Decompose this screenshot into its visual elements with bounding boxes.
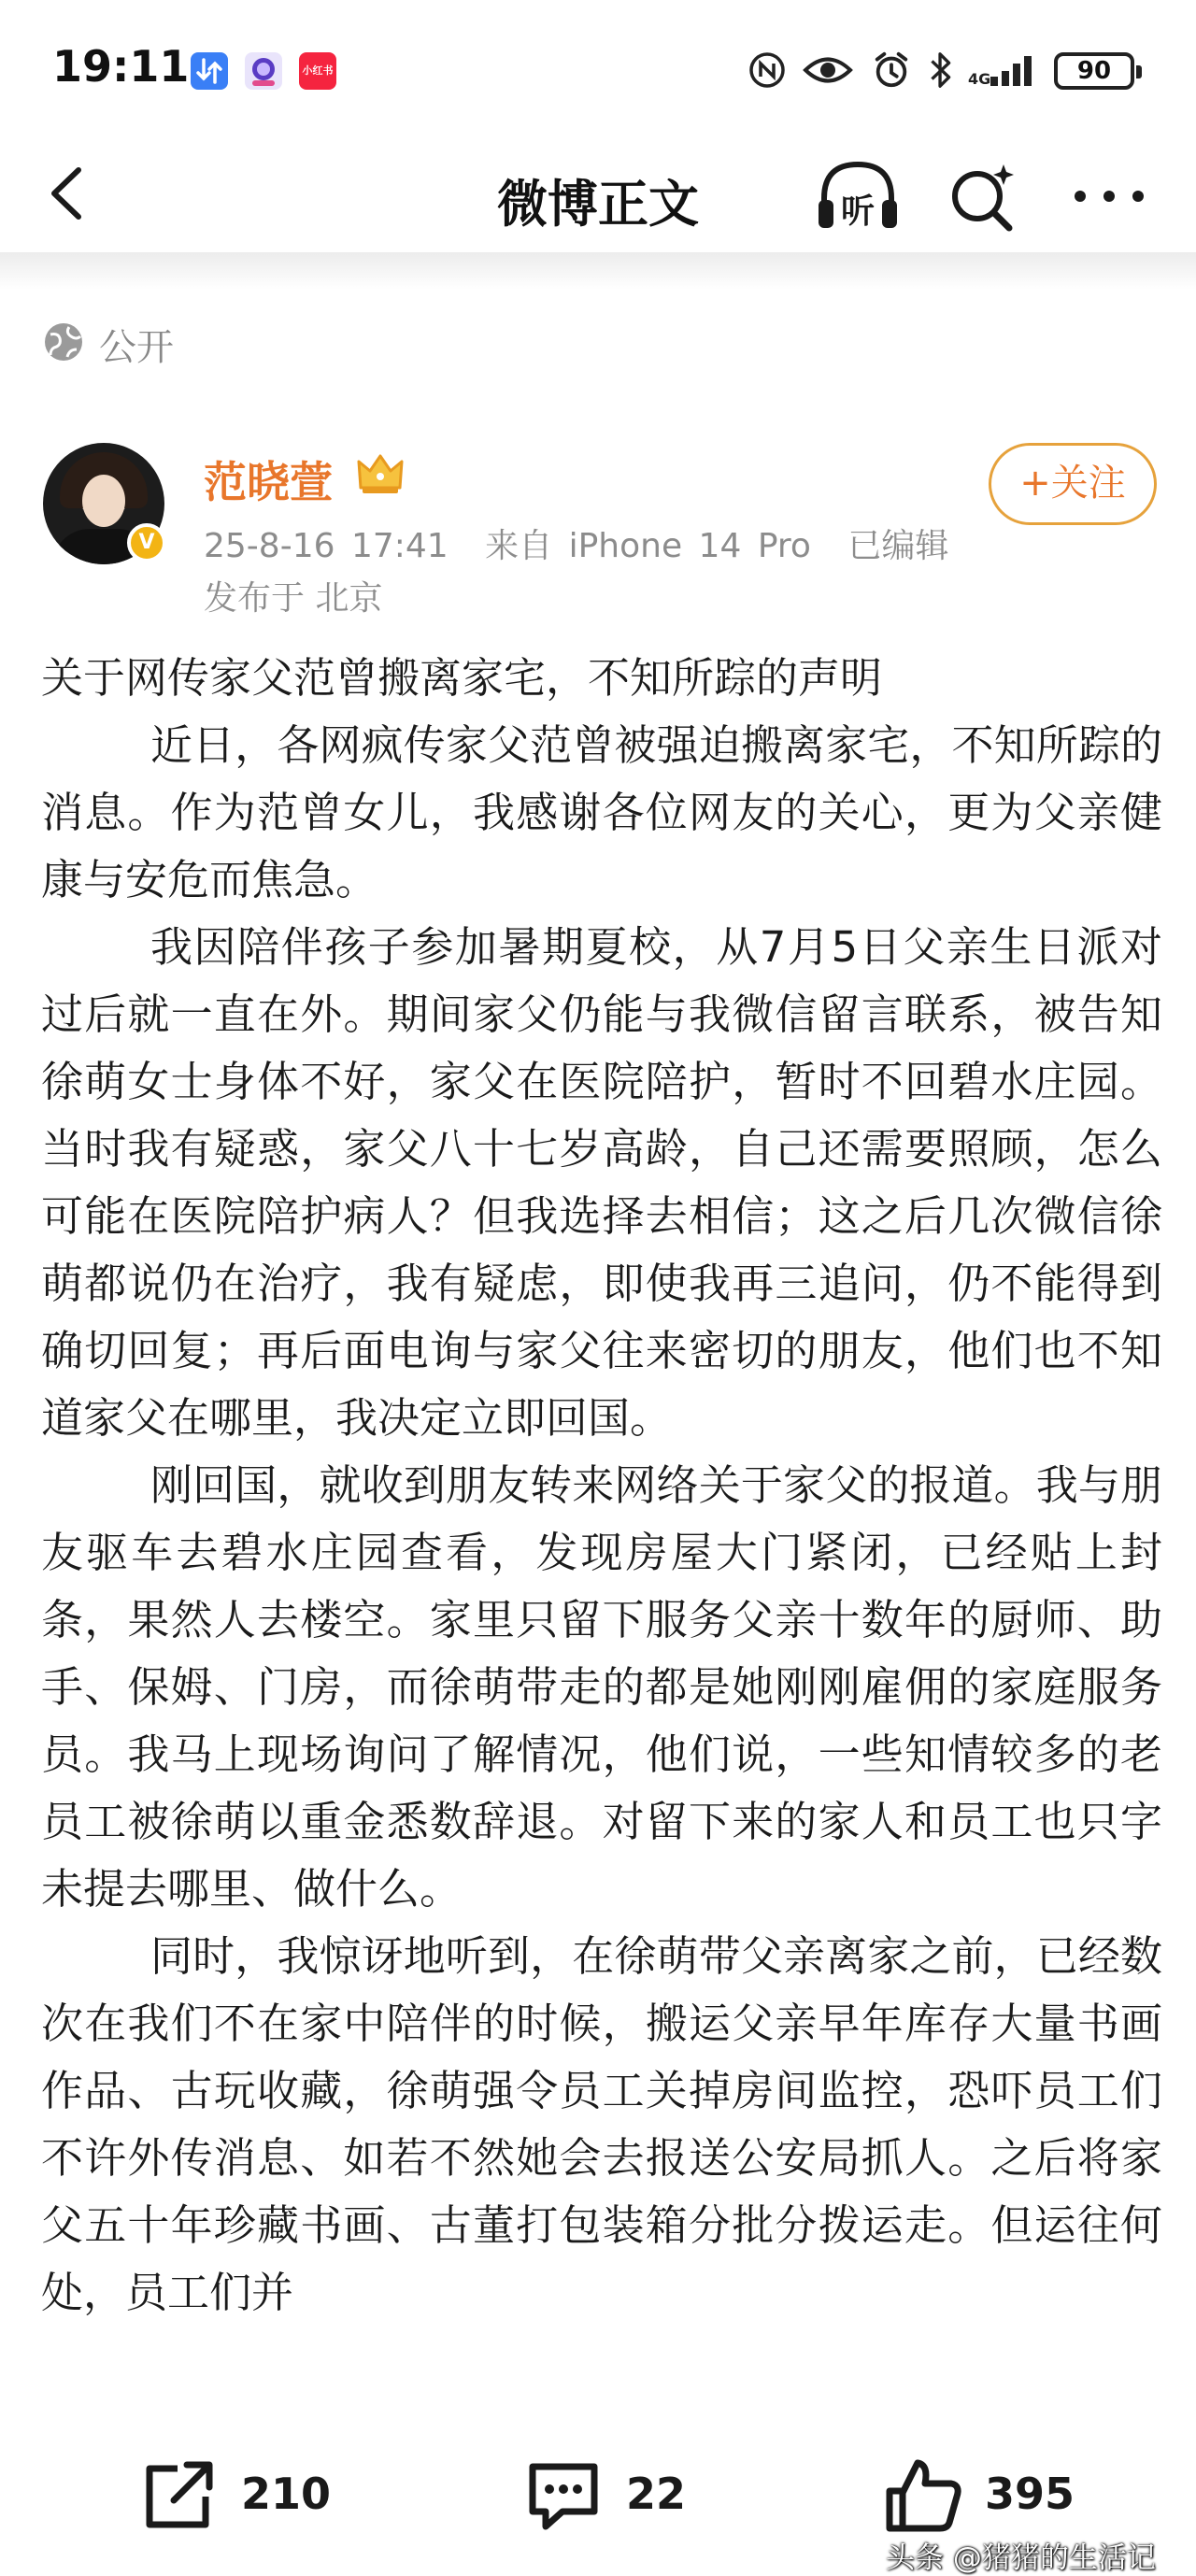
battery-indicator: 90 bbox=[1054, 52, 1134, 90]
nav-divider bbox=[0, 252, 1196, 290]
post-date: 25-8-16 17:41 bbox=[204, 527, 448, 565]
post-paragraph: 近日，各网疯传家父范曾被强迫搬离家宅，不知所踪的消息。作为范曾女儿，我感谢各位网友的关心，更为父亲健康与安危而焦急。 bbox=[41, 720, 1162, 904]
download-app-icon bbox=[191, 52, 228, 90]
comment-button[interactable] bbox=[521, 2454, 708, 2538]
repost-button[interactable] bbox=[136, 2454, 342, 2538]
follow-button[interactable]: +关注 bbox=[989, 443, 1157, 525]
post-title: 关于网传家父范曾搬离家宅，不知所踪的声明 bbox=[41, 653, 883, 703]
page-title: 微博正文 bbox=[497, 175, 699, 234]
like-count: 395 bbox=[985, 2469, 1075, 2519]
thumbs-up-icon bbox=[882, 2454, 966, 2538]
post-paragraph: 刚回国，就收到朋友转来网络关于家父的报道。我与朋友驱车去碧水庄园查看，发现房屋大门紧闭，已经贴上封条，果然人去楼空。家里只留下服务父亲十数年的厨师、助手、保姆、门房，而徐萌带走的都是她刚刚雇佣的家庭服务员。我马上现场询问了解情况，他们说，一些知情较多的老员工被徐萌以重金悉数辞退。对留下来的家人和员工也只字未提去哪里、做什么。 bbox=[41, 1460, 1162, 1914]
content-fade bbox=[0, 2373, 1196, 2420]
svg-text:4G: 4G bbox=[968, 70, 991, 88]
post-body bbox=[41, 645, 1162, 2327]
nfc-icon bbox=[748, 50, 787, 90]
signal-icon bbox=[968, 50, 1041, 90]
astronaut-app-icon bbox=[245, 52, 282, 90]
comment-icon bbox=[521, 2454, 605, 2538]
post-paragraph: 我因陪伴孩子参加暑期夏校，从7月5日父亲生日派对过后就一直在外。期间家父仍能与我微信留言联系，被告知徐萌女士身体不好，家父在医院陪护，暂时不回碧水庄园。当时我有疑惑，家父八十七岁高龄，自己还需要照顾，怎么可能在医院陪护病人？但我选择去相信；这之后几次微信徐萌都说仍在治疗，我有疑虑，即使我再三追问，仍不能得到确切回复；再后面电询与家父往来密切的朋友，他们也不知道家父在哪里，我决定立即回国。 bbox=[41, 922, 1162, 1443]
repost-count: 210 bbox=[241, 2469, 332, 2519]
globe-icon bbox=[41, 320, 86, 364]
crown-icon bbox=[355, 450, 406, 497]
listen-button[interactable] bbox=[811, 153, 904, 237]
status-bar bbox=[0, 0, 1196, 140]
edited-label[interactable]: 已编辑 bbox=[847, 527, 949, 565]
visibility-label: 公开 bbox=[99, 326, 174, 369]
author-name[interactable]: 范晓萱 bbox=[204, 457, 333, 507]
repost-icon bbox=[136, 2454, 221, 2538]
search-sparkle-icon[interactable] bbox=[946, 159, 1020, 234]
more-dots-icon[interactable] bbox=[1067, 168, 1151, 224]
like-button[interactable] bbox=[882, 2454, 1106, 2538]
xiaohongshu-app-icon: 小红书 bbox=[299, 52, 336, 90]
alarm-icon bbox=[871, 50, 912, 90]
eye-comfort-icon bbox=[802, 50, 854, 90]
post-source: 来自 iPhone 14 Pro bbox=[485, 527, 811, 565]
listen-label: 听 bbox=[840, 192, 875, 231]
post-location: 发布于 北京 bbox=[204, 579, 383, 618]
status-time: 19:11 bbox=[52, 41, 190, 92]
verified-badge: V bbox=[127, 523, 166, 562]
bluetooth-icon bbox=[927, 50, 955, 90]
post-paragraph: 同时，我惊讶地听到，在徐萌带父亲离家之前，已经数次在我们不在家中陪伴的时候，搬运父亲早年库存大量书画作品、古玩收藏，徐萌强令员工关掉房间监控，恐吓员工们不许外传消息、如若不然她会去报送公安局抓人。之后将家父五十年珍藏书画、古董打包装箱分批分拨运走。但运往何处，员工们并 bbox=[41, 1931, 1162, 2317]
comment-count: 22 bbox=[626, 2469, 687, 2519]
top-nav-bar bbox=[0, 140, 1196, 252]
post-meta bbox=[204, 519, 969, 567]
watermark: 头条 @猪猪的生活记 bbox=[886, 2541, 1156, 2575]
